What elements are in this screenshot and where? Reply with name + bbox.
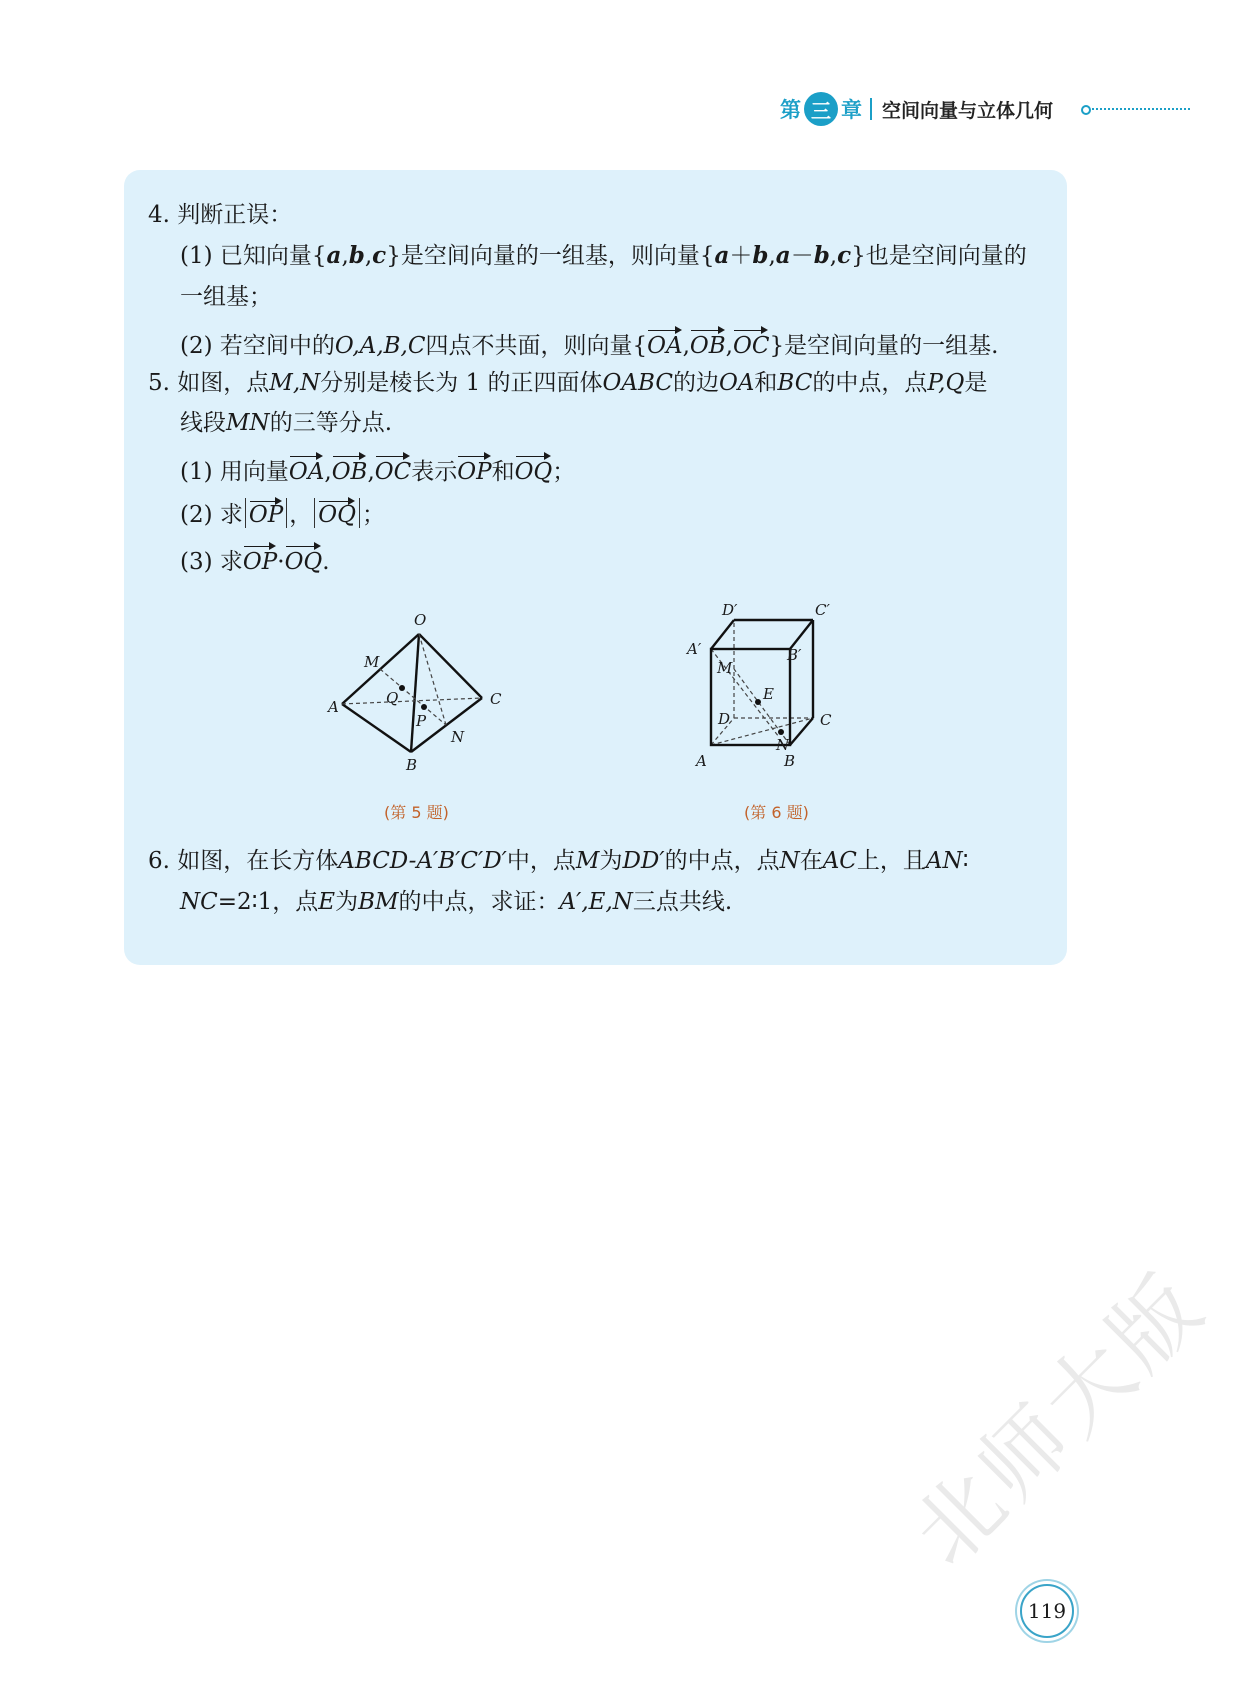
q4-title: 判断正误： xyxy=(177,202,293,228)
text: 的中点，点 xyxy=(664,848,780,874)
chapter-suffix: 章 xyxy=(841,98,862,122)
vector-oa: OA xyxy=(647,327,682,361)
text: 为 xyxy=(599,848,623,874)
q5-sub3 xyxy=(180,543,330,577)
label-q: Q xyxy=(386,689,399,707)
vector-op: OP xyxy=(243,543,277,577)
edge: BC xyxy=(777,370,813,396)
chapter-prefix: 第 xyxy=(780,98,801,122)
q5-number: 5. xyxy=(148,370,170,396)
text: 已知向量{ xyxy=(219,243,327,269)
label-n: N xyxy=(451,728,465,746)
text: 用向量 xyxy=(219,459,289,485)
edge-b1c1 xyxy=(790,620,813,649)
text: 和 xyxy=(491,459,515,485)
header-divider xyxy=(870,98,872,120)
figure5-caption: (第 5 题) xyxy=(384,803,449,822)
q5-line1 xyxy=(148,368,987,398)
label-o: O xyxy=(414,611,427,629)
vector-oq: OQ xyxy=(318,498,356,528)
vector-a: a xyxy=(775,242,791,269)
text: , xyxy=(829,243,838,269)
q5-sub1 xyxy=(180,453,575,487)
text: 求 xyxy=(219,549,243,575)
q5-s1-label: (1) xyxy=(180,459,213,485)
exercise-panel xyxy=(124,170,1067,965)
text: ，点 xyxy=(272,889,319,915)
chapter-number-badge: 三 xyxy=(804,92,838,126)
label-b: B xyxy=(406,756,418,774)
text: 的边 xyxy=(672,370,719,396)
vector-oa: OA xyxy=(289,453,324,487)
label-d1: D′ xyxy=(722,601,738,619)
label-a1: A′ xyxy=(687,640,702,658)
label-n: N xyxy=(776,736,790,754)
label-b1: B′ xyxy=(787,646,802,664)
vector-c: c xyxy=(837,242,852,269)
text: }是空间向量的一组基. xyxy=(769,333,999,359)
figure-cuboid xyxy=(687,600,894,790)
figure-tetrahedron xyxy=(324,610,564,790)
q6-line1 xyxy=(148,846,969,876)
point: E xyxy=(318,889,336,915)
ratio-colon: ∶ xyxy=(962,848,969,874)
header-dotted-rule xyxy=(1092,108,1190,110)
text: 如图，在长方体 xyxy=(177,848,339,874)
point-n xyxy=(778,729,784,735)
edge-oc xyxy=(419,634,482,698)
vector-op: OP xyxy=(457,453,491,487)
text: 表示 xyxy=(411,459,458,485)
point-q xyxy=(399,685,405,691)
text: 的中点，求证： xyxy=(398,889,560,915)
text: 若空间中的 xyxy=(219,333,335,359)
points: M,N xyxy=(269,370,321,396)
q5-line2 xyxy=(180,408,392,438)
q4-sub2 xyxy=(180,327,998,361)
text: , xyxy=(364,243,373,269)
point-p xyxy=(421,704,427,710)
q6-number: 6. xyxy=(148,848,170,874)
label-m: M xyxy=(717,659,733,677)
edge: DD′ xyxy=(622,848,665,874)
vector-b: b xyxy=(813,242,830,269)
vector-ob: OB xyxy=(332,453,368,487)
vector-ob: OB xyxy=(690,327,726,361)
point: N xyxy=(779,848,800,874)
tetrahedron: OABC xyxy=(602,370,673,396)
edge-a1d1 xyxy=(711,620,734,649)
publisher-watermark: 北师大版 xyxy=(894,1253,1226,1585)
chapter-title: 空间向量与立体几何 xyxy=(882,99,1054,122)
text: 求 xyxy=(219,502,243,528)
point-e xyxy=(755,699,761,705)
label-c1: C′ xyxy=(815,601,830,619)
segment: BM xyxy=(358,889,399,915)
text: }是空间向量的一组基，则向量{ xyxy=(386,243,715,269)
minus-sign: － xyxy=(790,243,814,269)
label-a: A xyxy=(696,752,707,770)
text: , xyxy=(725,333,733,359)
label-a: A xyxy=(328,698,339,716)
edge-ob xyxy=(411,634,419,752)
text: 三点共线. xyxy=(632,889,733,915)
text: 和 xyxy=(754,370,778,396)
text: 为 xyxy=(335,889,359,915)
vector-c: c xyxy=(372,242,387,269)
edge-ac-hidden xyxy=(342,698,482,704)
text: ； xyxy=(552,459,576,485)
text: 上，且 xyxy=(856,848,926,874)
text: 在 xyxy=(799,848,823,874)
label-b: B xyxy=(784,752,796,770)
text: 如图，点 xyxy=(177,370,270,396)
vector-a: a xyxy=(326,242,342,269)
points: A′,E,N xyxy=(559,889,633,915)
chapter-header xyxy=(780,92,1053,126)
points: O,A,B,C xyxy=(334,333,426,359)
vector-oq: OQ xyxy=(285,543,323,577)
page-number: 119 xyxy=(1020,1584,1074,1638)
header-dot-icon xyxy=(1081,105,1091,115)
q4-s2-label: (2) xyxy=(180,333,213,359)
text: , xyxy=(768,243,776,269)
label-e: E xyxy=(763,685,774,703)
q6-line2 xyxy=(180,887,732,917)
text: 分别是棱长为 1 的正四面体 xyxy=(320,370,603,396)
q5-s3-label: (3) xyxy=(180,549,213,575)
text: , xyxy=(367,459,375,485)
vector-b: b xyxy=(752,242,769,269)
label-p: P xyxy=(416,712,427,730)
vector-oq: OQ xyxy=(515,453,553,487)
abs-op xyxy=(245,498,287,528)
plus-sign: ＋ xyxy=(729,243,753,269)
text: ， xyxy=(289,502,313,528)
text: , xyxy=(324,459,332,485)
label-c: C xyxy=(490,690,502,708)
text: 的三等分点. xyxy=(269,410,392,436)
q5-s2-label: (2) xyxy=(180,502,213,528)
text: ； xyxy=(361,502,385,528)
text: 中，点 xyxy=(506,848,576,874)
edge: OA xyxy=(718,370,755,396)
text: 四点不共面，则向量{ xyxy=(425,333,648,359)
q4-heading xyxy=(148,200,292,230)
q5-sub2 xyxy=(180,498,385,530)
q4-sub1 xyxy=(180,241,1027,271)
vector-oc: OC xyxy=(375,453,411,487)
dot-product-sign: · xyxy=(277,549,285,575)
point: M xyxy=(575,848,600,874)
text: 是 xyxy=(964,370,988,396)
vector-b: b xyxy=(348,242,365,269)
vector-oc: OC xyxy=(733,327,769,361)
text: 线段 xyxy=(180,410,226,436)
edge-ab xyxy=(342,704,411,752)
text: }也是空间向量的 xyxy=(851,243,1027,269)
label-c: C xyxy=(820,711,832,729)
vector-a: a xyxy=(714,242,730,269)
segment: MN xyxy=(226,410,270,436)
abs-oq xyxy=(314,498,360,528)
text: . xyxy=(322,549,330,575)
edge-bc xyxy=(790,718,813,745)
q4-sub1-cont: 一组基； xyxy=(180,284,272,310)
points: P,Q xyxy=(927,370,965,396)
figure6-caption: (第 6 题) xyxy=(744,803,809,822)
label-d: D xyxy=(718,710,731,728)
text: , xyxy=(682,333,690,359)
cuboid-name: ABCD-A′B′C′D′ xyxy=(338,848,507,874)
vector-op: OP xyxy=(249,498,283,528)
q4-s1-label: (1) xyxy=(180,243,213,269)
text: , xyxy=(341,243,349,269)
q4-number: 4. xyxy=(148,202,170,228)
ratio: =2∶1 xyxy=(217,889,273,915)
segment: NC xyxy=(180,889,218,915)
label-m: M xyxy=(364,653,380,671)
segment: AC xyxy=(822,848,857,874)
text: 的中点，点 xyxy=(812,370,928,396)
segment: AN xyxy=(925,848,963,874)
